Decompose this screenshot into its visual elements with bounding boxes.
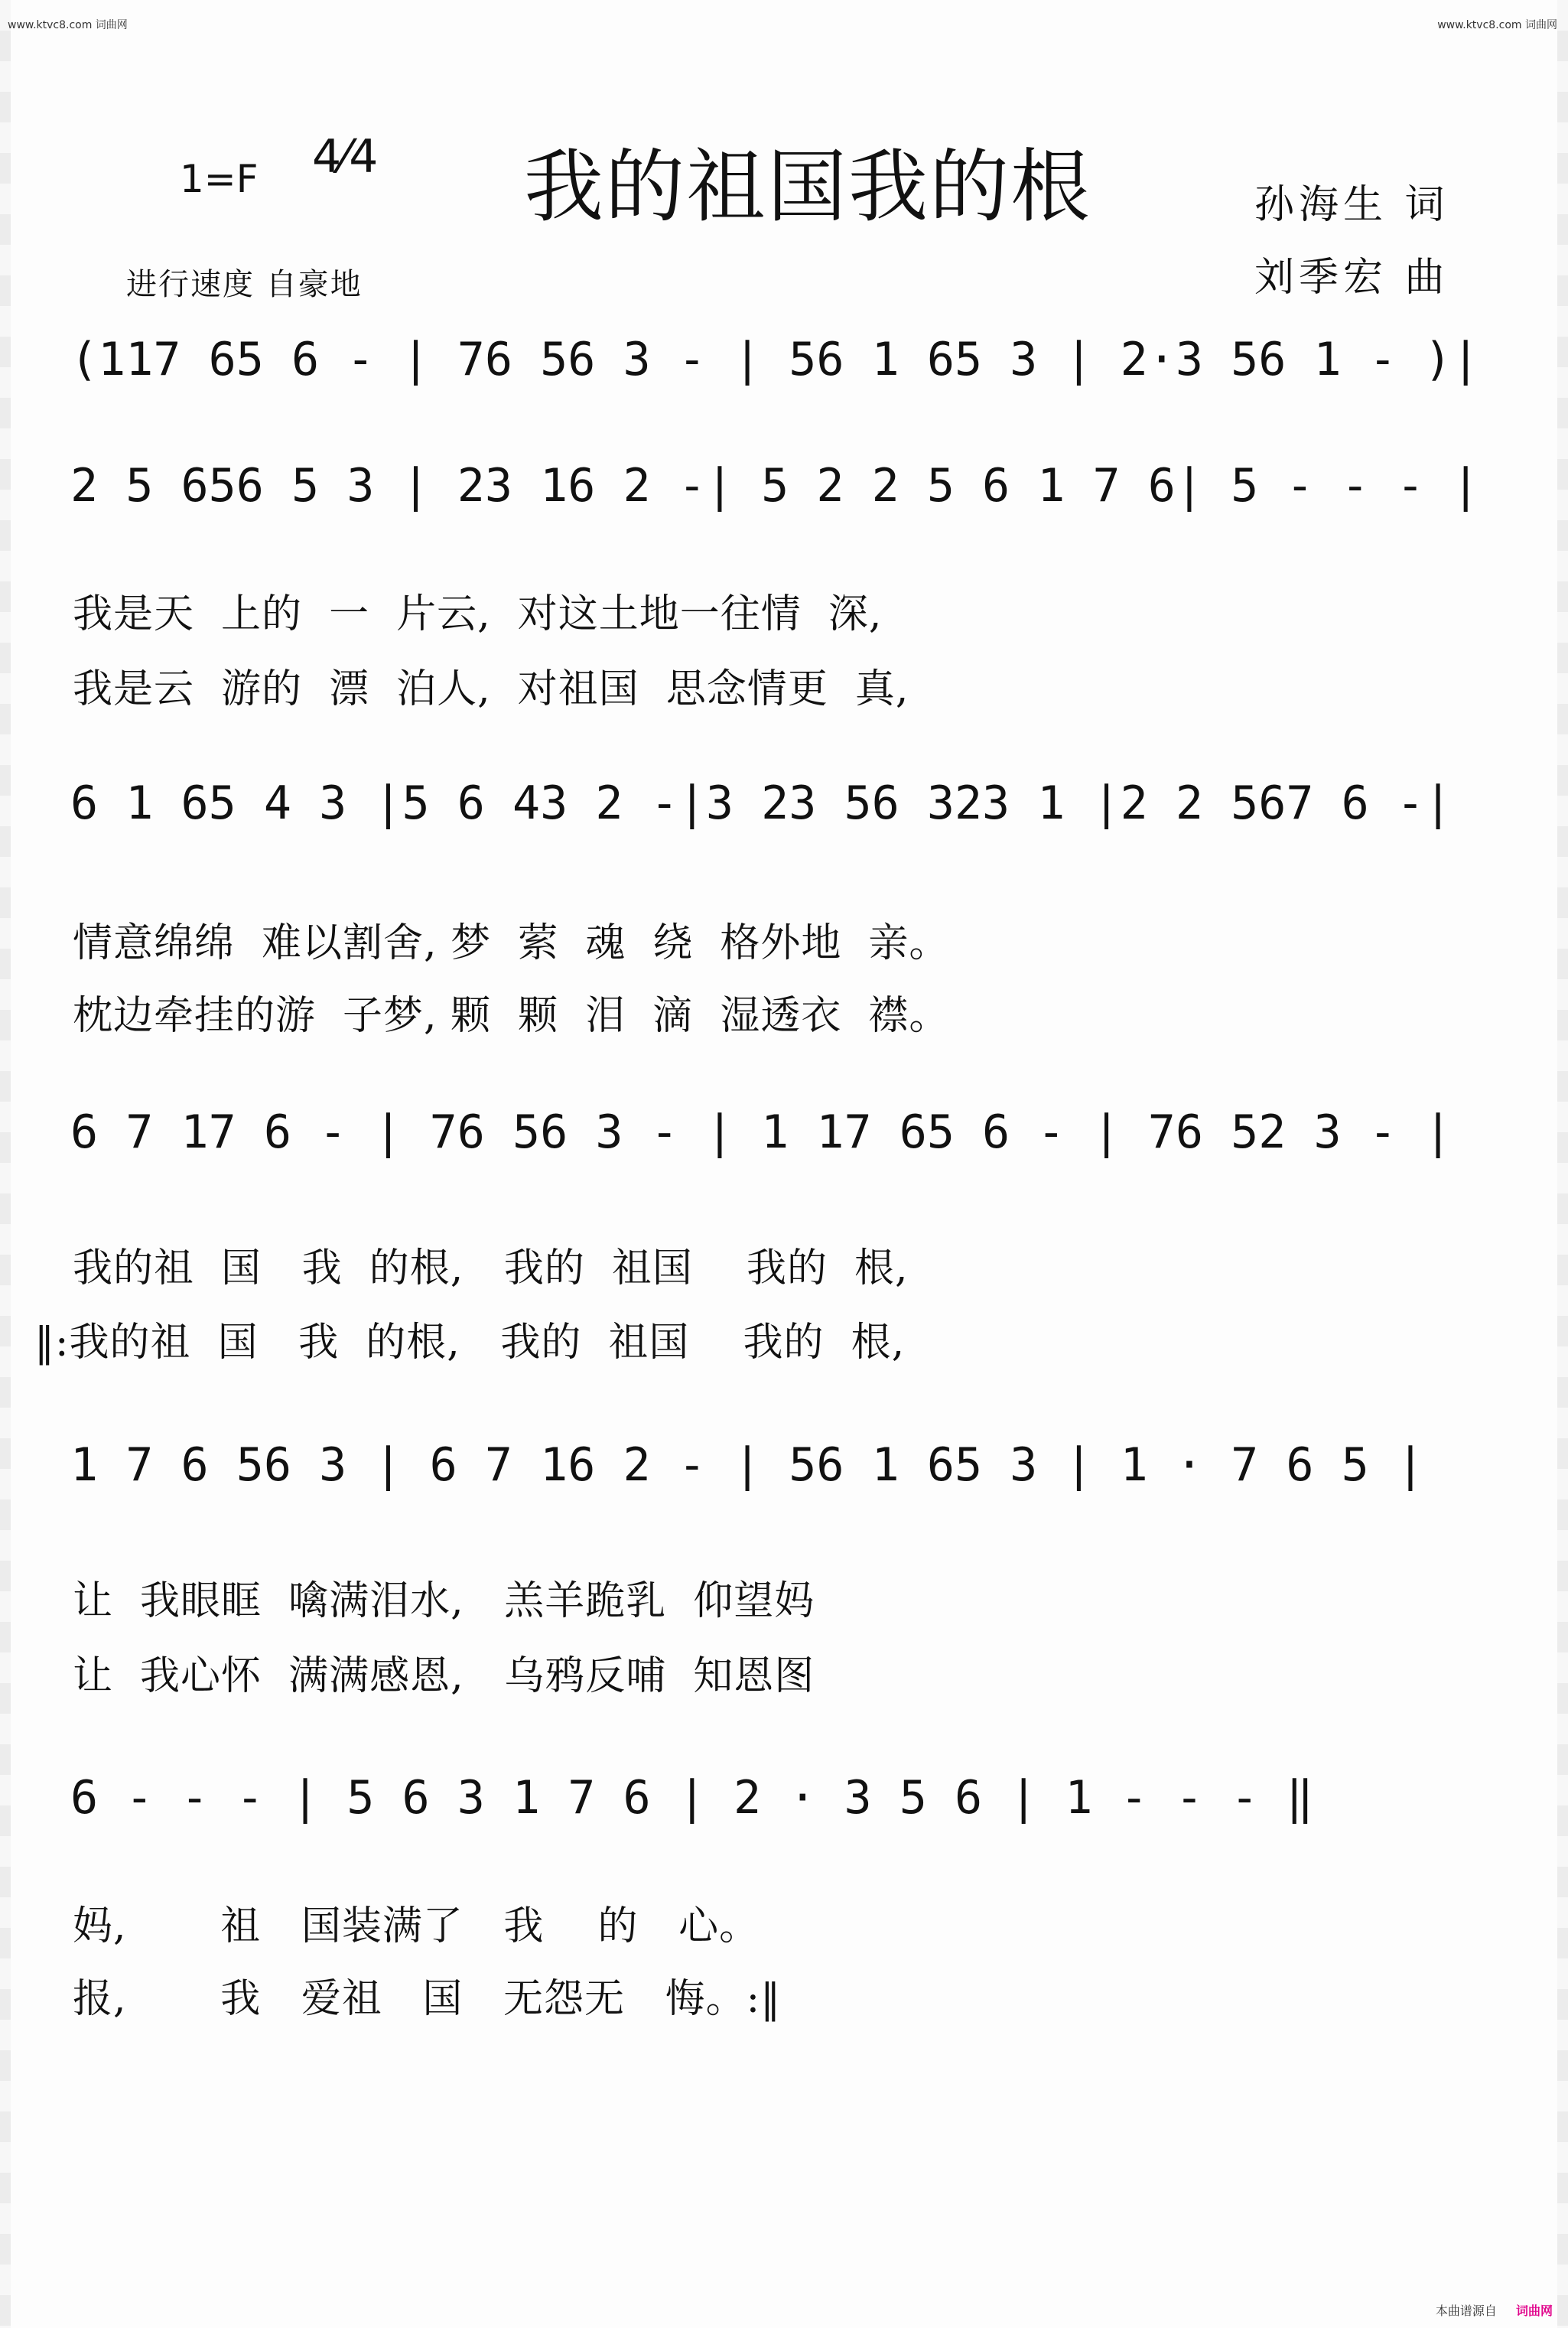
score-line-2: 2 5 656 5 3 | 23 16 2 -| 5 2 2 5 6 1 7 6| 5 - - - | xyxy=(70,459,1480,513)
lyric-line-4-v1: 让 我眼眶 噙满泪水, 羔羊跪乳 仰望妈 xyxy=(73,1578,815,1624)
site-url-left: www.ktvc8.com 词曲网 xyxy=(8,19,128,31)
composer: 刘季宏 曲 xyxy=(1254,255,1449,301)
score-line-1: (117 65 6 - | 76 56 3 - | 56 1 65 3 | 2·3 56 1 - )| xyxy=(70,333,1480,386)
footer-source-text: 本曲谱源自 xyxy=(1435,2304,1497,2318)
score-line-6: 6 - - - | 5 6 3 1 7 6 | 2 · 3 5 6 | 1 - - - ‖ xyxy=(70,1771,1314,1825)
left-margin-strip xyxy=(0,0,11,2328)
footer-brand-link[interactable]: 词曲网 xyxy=(1515,2304,1553,2318)
time-signature: 4⁄4 xyxy=(312,130,379,184)
lyric-line-3-v2: ‖:我的祖 国 我 的根, 我的 祖国 我的 根, xyxy=(34,1320,906,1366)
lyric-line-4-v2: 让 我心怀 满满感恩, 乌鸦反哺 知恩图 xyxy=(73,1653,815,1699)
lyric-line-3-v1: 我的祖 国 我 的根, 我的 祖国 我的 根, xyxy=(73,1245,909,1291)
song-title: 我的祖国我的根 xyxy=(524,140,1092,233)
key-signature: 1=F xyxy=(180,157,259,201)
footer-credit xyxy=(1436,2301,1553,2319)
score-line-4: 6 7 17 6 - | 76 56 3 - | 1 17 65 6 - | 76 52 3 - | xyxy=(70,1105,1453,1159)
lyric-line-5-v2: 报, 我 爱祖 国 无怨无 悔。:‖ xyxy=(73,1976,782,2022)
lyric-line-5-v1: 妈, 祖 国装满了 我 的 心。 xyxy=(73,1903,760,1949)
lyricist: 孙海生 词 xyxy=(1254,182,1449,228)
tempo-marking: 进行速度 自豪地 xyxy=(126,267,363,302)
score-line-5: 1 7 6 56 3 | 6 7 16 2 - | 56 1 65 3 | 1 · 7 6 5 | xyxy=(70,1438,1425,1492)
lyric-line-1-v1: 我是天 上的 一 片云, 对这土地一往情 深, xyxy=(73,591,883,637)
lyric-line-2-v2: 枕边牵挂的游 子梦, 颗 颗 泪 滴 湿透衣 襟。 xyxy=(73,993,950,1039)
lyric-line-1-v2: 我是云 游的 漂 泊人, 对祖国 思念情更 真, xyxy=(73,666,909,712)
right-margin-strip xyxy=(1557,0,1568,2328)
lyric-line-2-v1: 情意绵绵 难以割舍, 梦 萦 魂 绕 格外地 亲。 xyxy=(73,920,950,966)
score-line-3: 6 1 65 4 3 |5 6 43 2 -|3 23 56 323 1 |2 2 567 6 -| xyxy=(70,777,1453,830)
site-url-right: www.ktvc8.com 词曲网 xyxy=(1437,19,1557,31)
